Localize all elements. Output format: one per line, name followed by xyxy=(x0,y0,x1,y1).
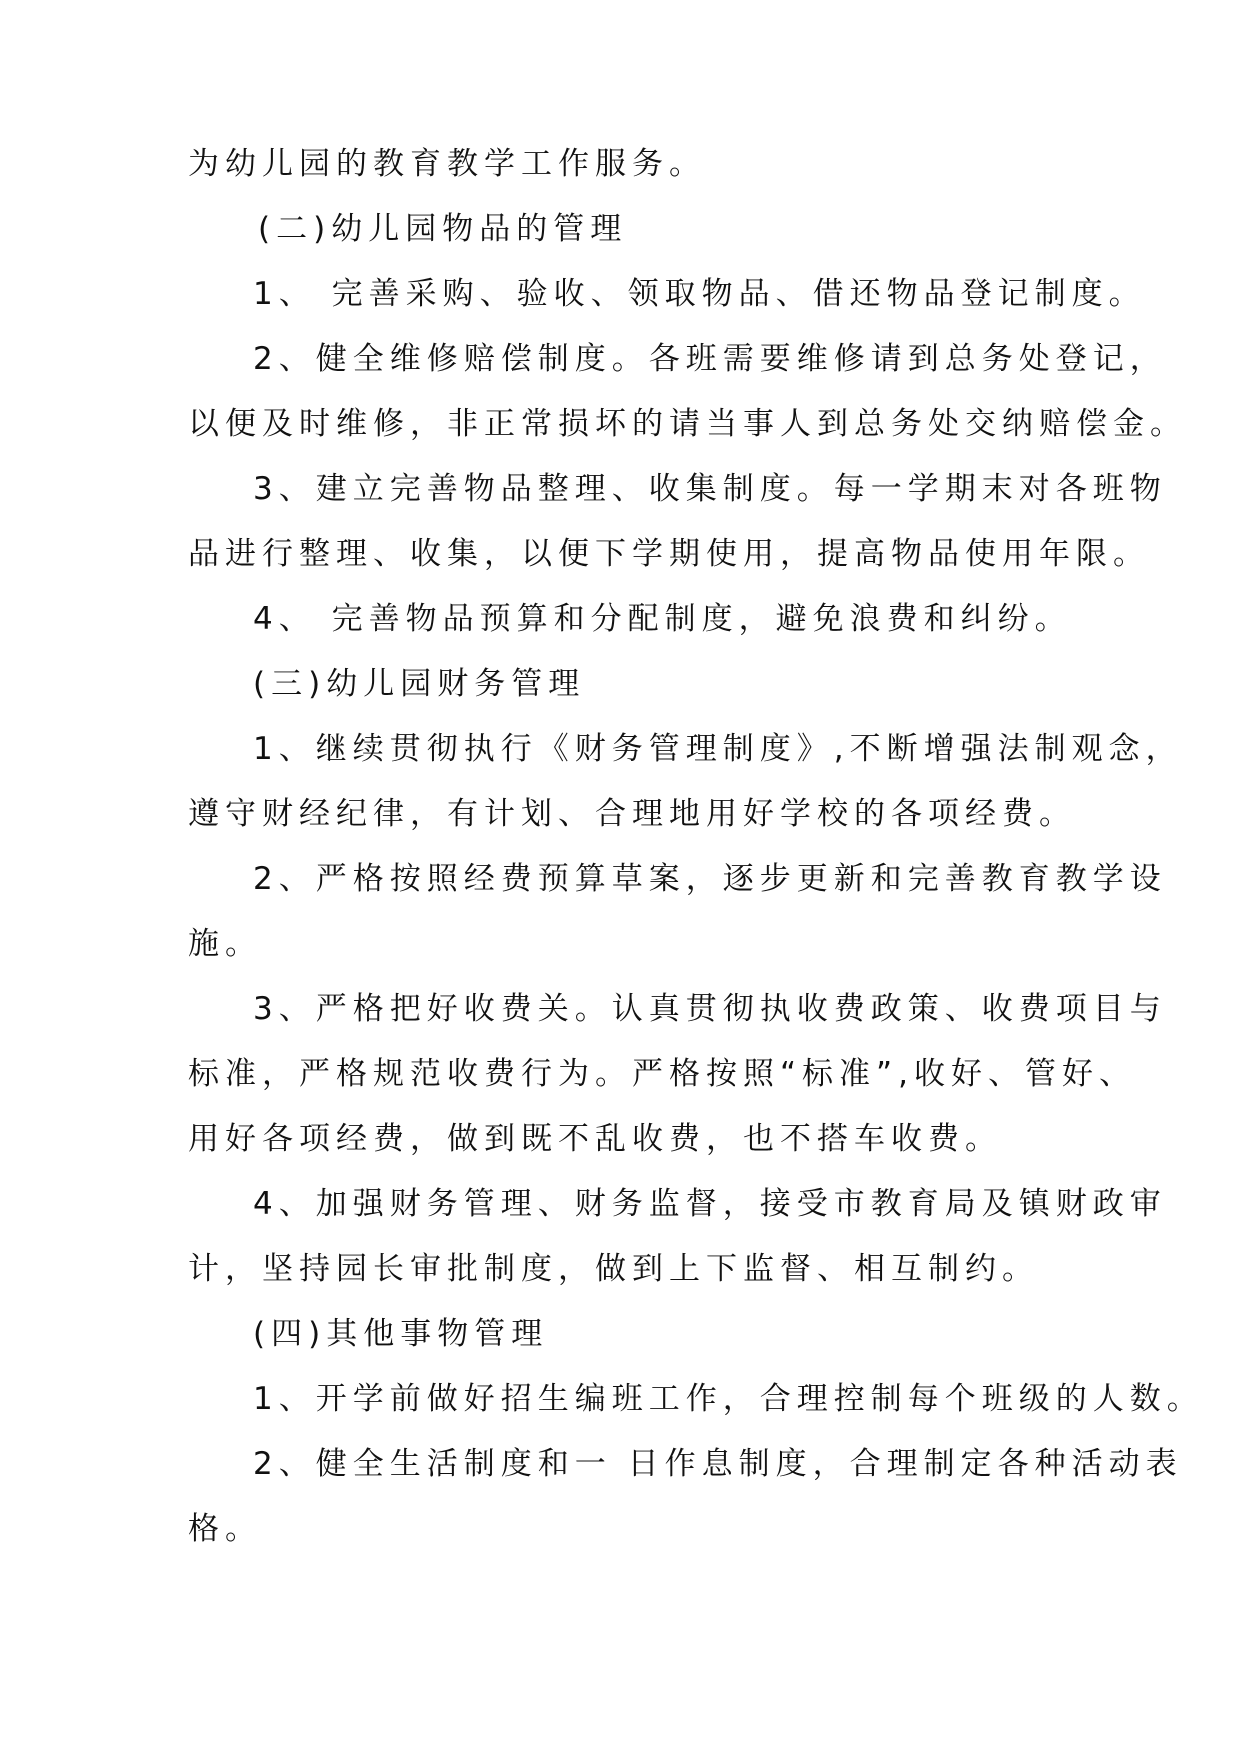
section-heading-4: (四)其他事物管理 xyxy=(253,1316,549,1352)
text-line-continuation: 计，坚持园长审批制度，做到上下监督、相互制约。 xyxy=(188,1251,1039,1287)
list-item-4-1: 1、开学前做好招生编班工作，合理控制每个班级的人数。 xyxy=(253,1381,1204,1417)
section-heading-2: (二)幼儿园物品的管理 xyxy=(258,211,628,247)
text-line-continuation: 格。 xyxy=(188,1511,262,1547)
section-heading-3: (三)幼儿园财务管理 xyxy=(253,666,586,702)
list-item-4-2: 2、健全生活制度和一 日作息制度，合理制定各种活动表 xyxy=(253,1446,1183,1482)
text-line-continuation: 施。 xyxy=(188,926,262,962)
text-line-continuation: 以便及时维修，非正常损坏的请当事人到总务处交纳赔偿金。 xyxy=(188,406,1187,442)
list-item-3-2: 2、严格按照经费预算草案，逐步更新和完善教育教学设 xyxy=(253,861,1167,897)
list-item-2-2: 2、健全维修赔偿制度。各班需要维修请到总务处登记， xyxy=(253,341,1167,377)
list-item-3-4: 4、加强财务管理、财务监督，接受市教育局及镇财政审 xyxy=(253,1186,1167,1222)
list-item-3-3: 3、严格把好收费关。认真贯彻执收费政策、收费项目与 xyxy=(253,991,1167,1027)
list-item-2-4: 4、 完善物品预算和分配制度，避免浪费和纠纷。 xyxy=(253,601,1072,637)
list-item-2-1: 1、 完善采购、验收、领取物品、借还物品登记制度。 xyxy=(253,276,1146,312)
text-line-1: 为幼儿园的教育教学工作服务。 xyxy=(188,146,706,182)
list-item-2-3: 3、建立完善物品整理、收集制度。每一学期末对各班物 xyxy=(253,471,1167,507)
text-line-continuation: 用好各项经费，做到既不乱收费，也不搭车收费。 xyxy=(188,1121,1002,1157)
text-line-continuation: 品进行整理、收集，以便下学期使用，提高物品使用年限。 xyxy=(188,536,1150,572)
list-item-3-1: 1、继续贯彻执行《财务管理制度》,不断增强法制观念， xyxy=(253,731,1183,767)
text-line-continuation: 遵守财经纪律，有计划、合理地用好学校的各项经费。 xyxy=(188,796,1076,832)
text-line-continuation: 标准，严格规范收费行为。严格按照“标准”,收好、管好、 xyxy=(188,1056,1136,1092)
